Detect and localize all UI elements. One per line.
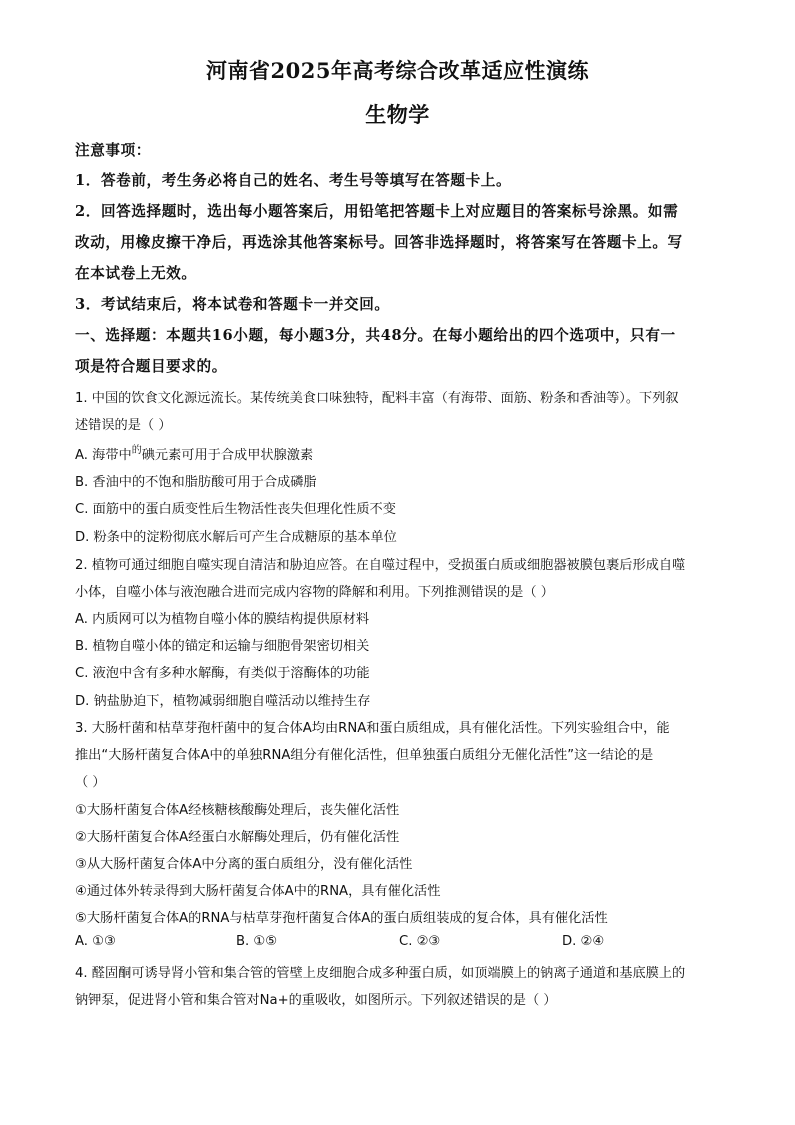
q3-statement-4: ④通过体外转录得到大肠杆菌复合体A中的RNA，具有催化活性 [75,884,441,899]
q3-option-b: B. ①⑤ [236,934,278,949]
notes-heading: 注意事项： [75,142,151,159]
q1-stem-line-2: 述错误的是（ ） [75,418,172,433]
notes-item-3: 3．考试结束后，将本试卷和答题卡一并交回。 [75,296,390,313]
q1-option-b: B. 香油中的不饱和脂肪酸可用于合成磷脂 [75,475,317,490]
section-heading-line-1: 一、选择题：本题共16小题，每小题3分，共48分。在每小题给出的四个选项中，只有一 [75,327,676,344]
exam-title: 河南省2025年高考综合改革适应性演练 [206,58,589,83]
q2-option-b: B. 植物自噬小体的锚定和运输与细胞骨架密切相关 [75,639,370,654]
notes-item-1: 1．答卷前，考生务必将自己的姓名、考生号等填写在答题卡上。 [75,172,512,189]
section-heading-line-2: 项是符合题目要求的。 [75,358,227,375]
q2-option-a: A. 内质网可以为植物自噬小体的膜结构提供原材料 [75,612,370,627]
exam-subject: 生物学 [365,102,430,127]
q2-option-c: C. 液泡中含有多种水解酶，有类似于溶酶体的功能 [75,666,370,681]
q3-stem-line-2: 推出“大肠杆菌复合体A中的单独RNA组分有催化活性，但单独蛋白质组分无催化活性”这一结论的是 [75,748,654,763]
q1-option-a [75,444,313,463]
q1-option-a-superscript: 的 [131,445,142,456]
q1-option-a-text: 碘元素可用于合成甲状腺激素 [141,448,314,463]
notes-item-2-line-1: 2．回答选择题时，选出每小题答案后，用铅笔把答题卡上对应题目的答案标号涂黑。如需 [75,203,679,220]
q2-stem-line-1: 2. 植物可通过细胞自噬实现自清洁和胁迫应答。在自噬过程中，受损蛋白质或细胞器被膜包裹后形成自噬 [75,558,686,573]
q3-statement-2: ②大肠杆菌复合体A经蛋白水解酶处理后，仍有催化活性 [75,830,400,845]
q3-stem-line-1: 3. 大肠杆菌和枯草芽孢杆菌中的复合体A均由RNA和蛋白质组成，具有催化活性。下列实验组合中，能 [75,721,670,736]
q4-stem-line-1: 4. 醛固酮可诱导肾小管和集合管的管壁上皮细胞合成多种蛋白质，如顶端膜上的钠离子通道和基底膜上的 [75,966,686,981]
q3-statement-1: ①大肠杆菌复合体A经核糖核酸酶处理后，丧失催化活性 [75,803,400,818]
q1-option-c: C. 面筋中的蛋白质变性后生物活性丧失但理化性质不变 [75,502,396,517]
q1-stem-line-1: 1. 中国的饮食文化源远流长。某传统美食口味独特，配料丰富（有海带、面筋、粉条和香油等）。下列叙 [75,391,679,406]
notes-item-2-line-3: 在本试卷上无效。 [75,265,197,282]
q3-option-c: C. ②③ [399,934,441,949]
q3-stem-line-3: （ ） [75,775,106,790]
notes-item-2-line-2: 改动，用橡皮擦干净后，再选涂其他答案标号。回答非选择题时，将答案写在答题卡上。写 [75,234,683,251]
q3-statement-3: ③从大肠杆菌复合体A中分离的蛋白质组分，没有催化活性 [75,857,413,872]
q1-option-d: D. 粉条中的淀粉彻底水解后可产生合成糖原的基本单位 [75,530,397,545]
q2-option-d: D. 钠盐胁迫下，植物减弱细胞自噬活动以维持生存 [75,694,371,709]
q3-option-a: A. ①③ [75,934,116,949]
q3-option-d: D. ②④ [562,934,605,949]
q3-statement-5: ⑤大肠杆菌复合体A的RNA与枯草芽孢杆菌复合体A的蛋白质组装成的复合体，具有催化活性 [75,911,608,926]
q1-option-a-prefix: A. 海带中 [75,448,132,463]
q4-stem-line-2: 钠钾泵，促进肾小管和集合管对Na+的重吸收，如图所示。下列叙述错误的是（ ） [75,993,557,1008]
q2-stem-line-2: 小体，自噬小体与液泡融合进而完成内容物的降解和利用。下列推测错误的是（ ） [75,585,554,600]
